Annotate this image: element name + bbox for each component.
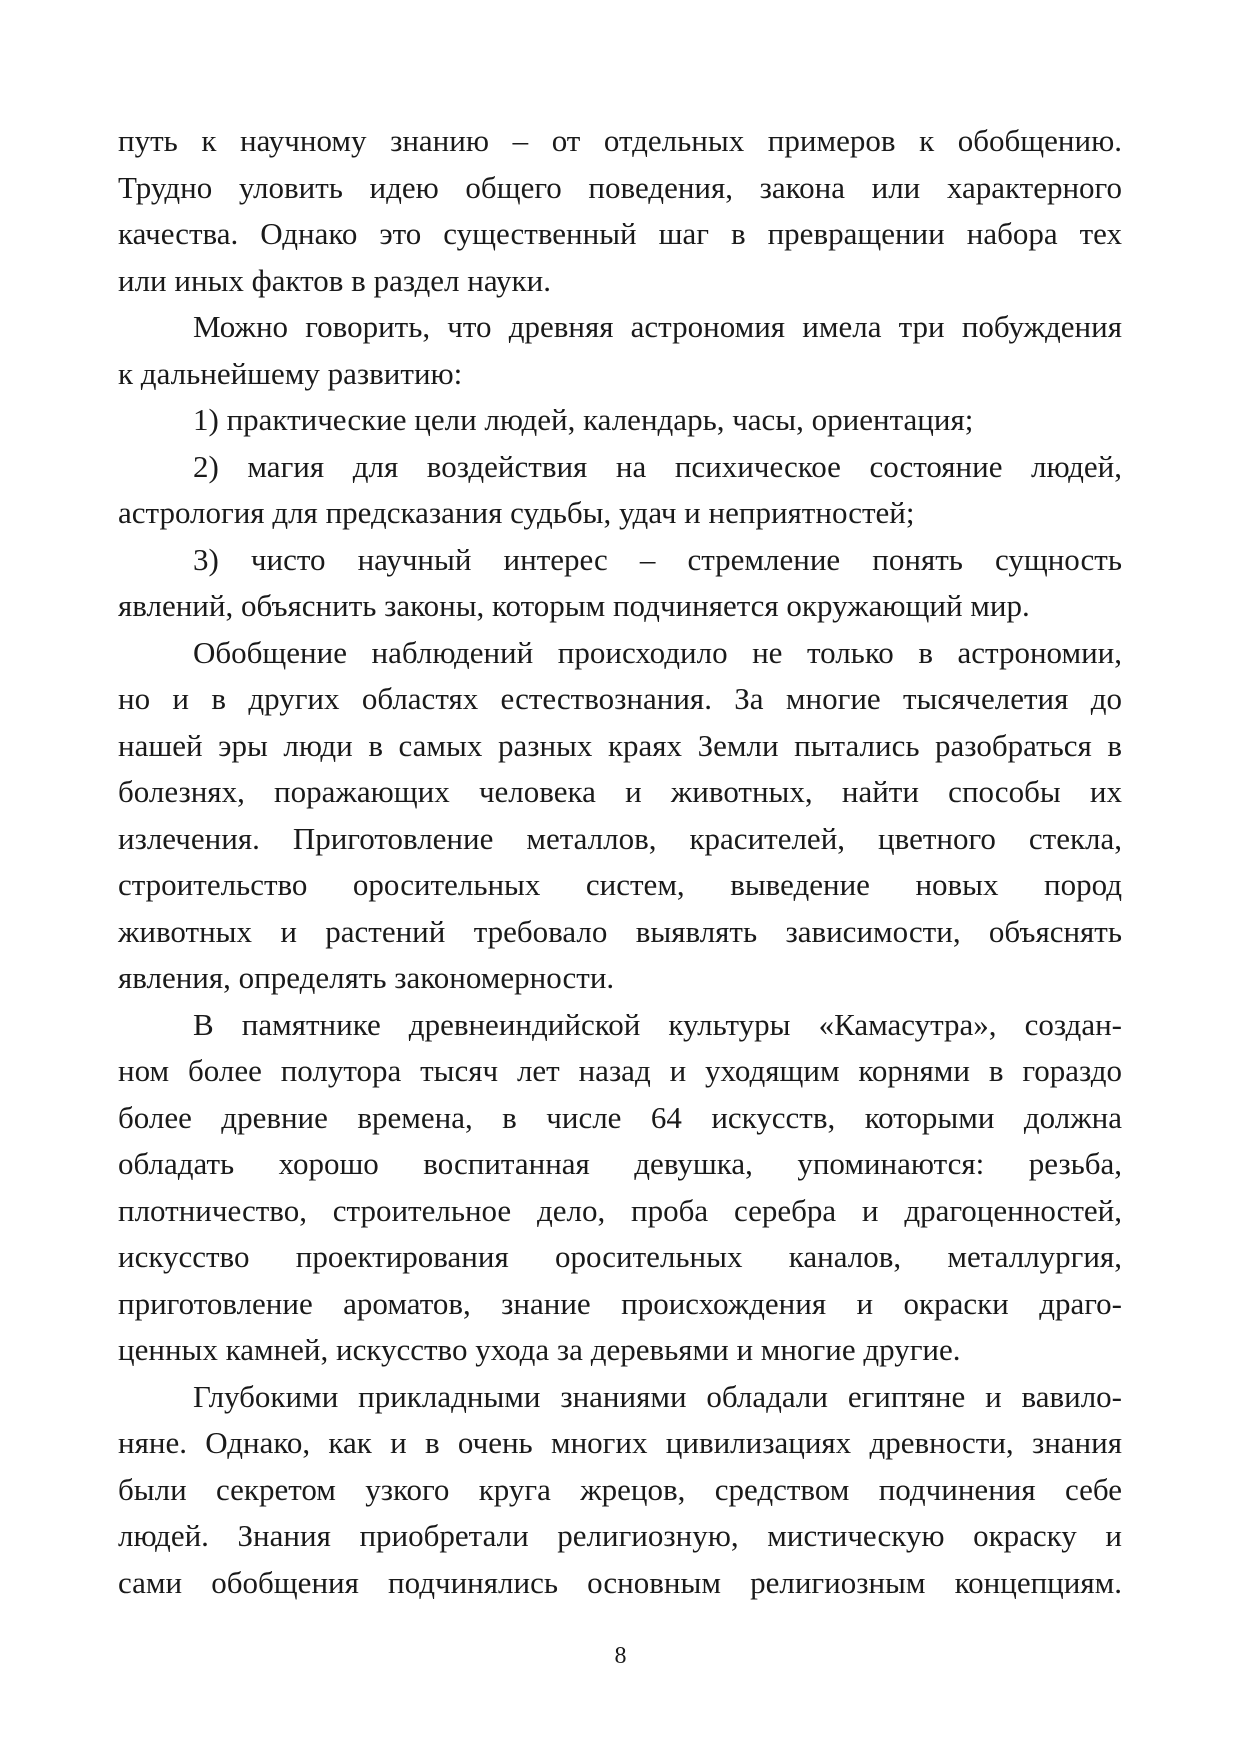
text-line: были секретом узкого круга жрецов, средством подчинения себе (118, 1471, 1122, 1507)
text-line: приготовление ароматов, знание происхождения и окраски драго- (118, 1285, 1122, 1321)
text-line: болезнях, поражающих человека и животных, найти способы их (118, 774, 1122, 809)
text-line: нашей эры люди в самых разных краях Земли пытались разобраться в (118, 727, 1122, 763)
text-line: 1) практические цели людей, календарь, часы, ориентация; (193, 402, 974, 437)
text-line: путь к научному знанию – от отдельных примеров к обобщению. (118, 123, 1122, 158)
text-line: 3) чисто научный интерес – стремление понять сущность (193, 541, 1122, 577)
paragraph-continuation (118, 118, 1122, 304)
text-line: астрология для предсказания судьбы, удач и неприятностей; (118, 495, 915, 530)
paragraph-generalization (118, 630, 1122, 1002)
list-item-3 (118, 537, 1122, 630)
text-line: Трудно уловить идею общего поведения, закона или характерного (118, 169, 1122, 205)
paragraph-egyptians (118, 1374, 1122, 1607)
text-line: Обобщение наблюдений происходило не только в астрономии, (193, 634, 1122, 670)
paragraph-astronomy-motives (118, 304, 1122, 397)
page-number: 8 (614, 1643, 627, 1669)
text-line: излечения. Приготовление металлов, красителей, цветного стекла, (118, 820, 1122, 856)
text-line: к дальнейшему развитию: (118, 355, 463, 391)
paragraph-kamasutra (118, 1002, 1122, 1374)
text-line: людей. Знания приобретали религиозную, мистическую окраску и (118, 1518, 1122, 1553)
list-item-2 (118, 444, 1122, 537)
text-line: искусство проектирования оросительных каналов, металлургия, (118, 1239, 1122, 1274)
text-line: или иных фактов в раздел науки. (118, 262, 551, 298)
text-line: явлений, объяснить законы, которым подчиняется окружающий мир. (118, 588, 1030, 623)
text-line: животных и растений требовало выявлять зависимости, объяснять (118, 913, 1122, 949)
text-line: но и в других областях естествознания. За многие тысячелетия до (118, 681, 1122, 716)
text-line: Можно говорить, что древняя астрономия имела три побуждения (193, 309, 1122, 344)
text-line: плотничество, строительное дело, проба серебра и драгоценностей, (118, 1192, 1122, 1228)
text-line: более древние времена, в числе 64 искусств, которыми должна (118, 1099, 1122, 1135)
text-line: В памятнике древнеиндийской культуры «Камасутра», создан- (193, 1006, 1122, 1042)
body-text (118, 118, 1122, 1606)
text-line: Глубокими прикладными знаниями обладали египтяне и вавило- (193, 1378, 1122, 1414)
text-line: строительство оросительных систем, выведение новых пород (118, 867, 1122, 902)
text-line: явления, определять закономерности. (118, 960, 615, 995)
text-line: сами обобщения подчинялись основным религиозным концепциям. (118, 1564, 1122, 1600)
text-line: качества. Однако это существенный шаг в превращении набора тех (118, 216, 1122, 251)
text-line: обладать хорошо воспитанная девушка, упоминаются: резьба, (118, 1146, 1122, 1181)
list-item-1 (118, 397, 1122, 444)
text-line: ном более полутора тысяч лет назад и уходящим корнями в гораздо (118, 1053, 1122, 1088)
text-line: ценных камней, искусство ухода за деревьями и многие другие. (118, 1332, 961, 1367)
text-line: 2) магия для воздействия на психическое состояние людей, (193, 448, 1122, 484)
text-line: няне. Однако, как и в очень многих цивилизациях древности, знания (118, 1425, 1122, 1460)
